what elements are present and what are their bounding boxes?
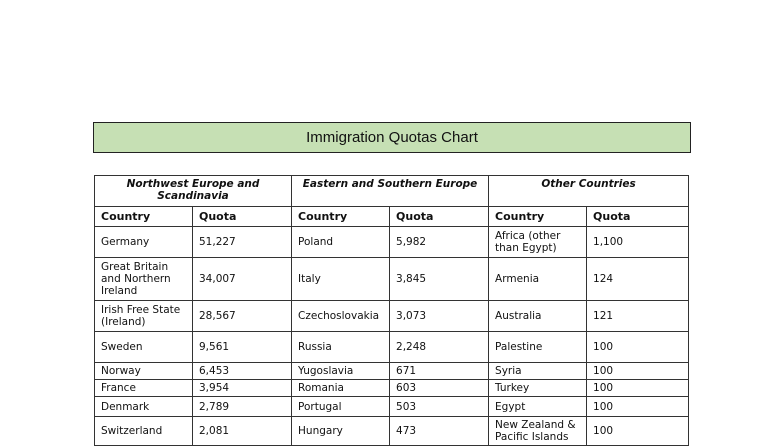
country-cell: Romania <box>292 380 390 397</box>
quota-cell: 121 <box>587 301 689 332</box>
column-header-country: Country <box>95 207 193 227</box>
table-row <box>95 363 689 380</box>
country-cell: Armenia <box>489 258 587 301</box>
table-row <box>95 301 689 332</box>
quota-cell: 28,567 <box>193 301 292 332</box>
region-header-other: Other Countries <box>489 176 689 207</box>
quota-cell: 34,007 <box>193 258 292 301</box>
country-cell: Australia <box>489 301 587 332</box>
country-cell: Hungary <box>292 417 390 446</box>
quota-cell: 9,561 <box>193 332 292 363</box>
quota-cell: 100 <box>587 363 689 380</box>
quota-cell: 124 <box>587 258 689 301</box>
country-cell: Egypt <box>489 397 587 417</box>
column-header-country: Country <box>489 207 587 227</box>
column-header-quota: Quota <box>587 207 689 227</box>
column-header-row <box>95 207 689 227</box>
country-cell: Yugoslavia <box>292 363 390 380</box>
country-cell: Denmark <box>95 397 193 417</box>
country-cell: Great Britain and Northern Ireland <box>95 258 193 301</box>
country-cell: Italy <box>292 258 390 301</box>
country-cell: Sweden <box>95 332 193 363</box>
quota-cell: 2,789 <box>193 397 292 417</box>
country-cell: Czechoslovakia <box>292 301 390 332</box>
country-cell: Africa (other than Egypt) <box>489 227 587 258</box>
column-header-country: Country <box>292 207 390 227</box>
table-row <box>95 258 689 301</box>
country-cell: Irish Free State (Ireland) <box>95 301 193 332</box>
table-row <box>95 417 689 446</box>
table-row <box>95 332 689 363</box>
quota-cell: 473 <box>390 417 489 446</box>
column-header-quota: Quota <box>390 207 489 227</box>
quota-cell: 1,100 <box>587 227 689 258</box>
quota-cell: 3,073 <box>390 301 489 332</box>
quota-cell: 51,227 <box>193 227 292 258</box>
quota-cell: 3,845 <box>390 258 489 301</box>
quota-cell: 3,954 <box>193 380 292 397</box>
quota-cell: 100 <box>587 332 689 363</box>
quota-cell: 100 <box>587 397 689 417</box>
country-cell: Turkey <box>489 380 587 397</box>
country-cell: Portugal <box>292 397 390 417</box>
quota-cell: 100 <box>587 417 689 446</box>
quota-cell: 100 <box>587 380 689 397</box>
country-cell: Norway <box>95 363 193 380</box>
quota-cell: 603 <box>390 380 489 397</box>
table-row <box>95 380 689 397</box>
quota-cell: 671 <box>390 363 489 380</box>
quota-table <box>94 175 689 446</box>
country-cell: France <box>95 380 193 397</box>
country-cell: Poland <box>292 227 390 258</box>
column-header-quota: Quota <box>193 207 292 227</box>
country-cell: Germany <box>95 227 193 258</box>
quota-cell: 2,248 <box>390 332 489 363</box>
quota-cell: 5,982 <box>390 227 489 258</box>
region-header-eastern-southern: Eastern and Southern Europe <box>292 176 489 207</box>
country-cell: Syria <box>489 363 587 380</box>
country-cell: Switzerland <box>95 417 193 446</box>
table-row <box>95 227 689 258</box>
quota-cell: 6,453 <box>193 363 292 380</box>
chart-title-bar <box>93 122 691 153</box>
chart-title: Immigration Quotas Chart <box>306 129 478 146</box>
table-row <box>95 397 689 417</box>
region-header-row <box>95 176 689 207</box>
quota-cell: 2,081 <box>193 417 292 446</box>
country-cell: Russia <box>292 332 390 363</box>
quota-cell: 503 <box>390 397 489 417</box>
region-header-northwest: Northwest Europe and Scandinavia <box>95 176 292 207</box>
country-cell: New Zealand & Pacific Islands <box>489 417 587 446</box>
country-cell: Palestine <box>489 332 587 363</box>
